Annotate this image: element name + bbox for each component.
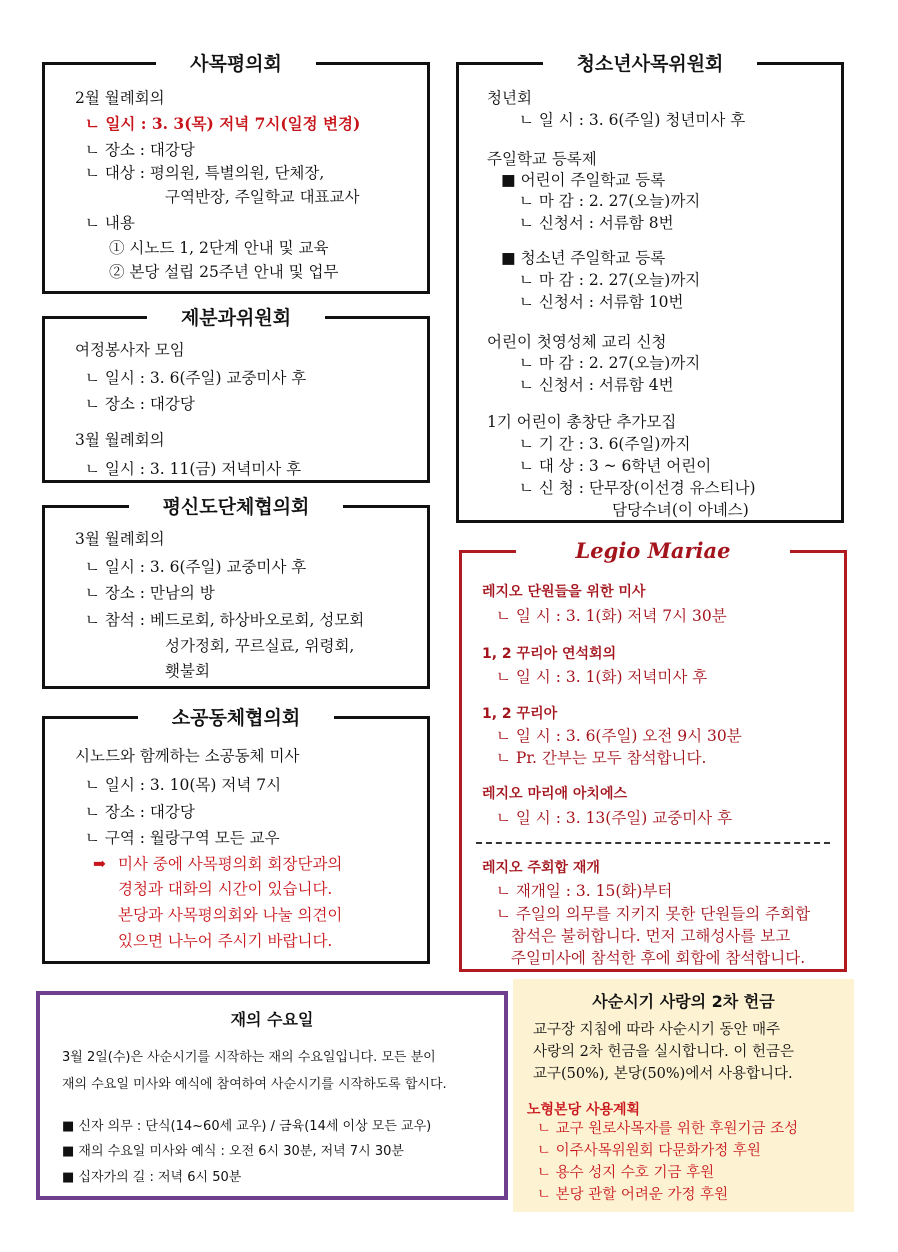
youth-line: ㄴ 마 감 : 2. 27(오늘)까지 [519,354,701,372]
youth-line: ㄴ 신 청 : 단무장(이선경 유스티나) [519,479,756,497]
pyeong-line: ㄴ 장소 : 만남의 방 [85,584,215,602]
pyeong-title: 평신도단체협의회 [129,496,344,518]
lent-item: ㄴ 용수 성지 수호 기금 후원 [537,1165,715,1181]
youth-line: ㄴ 기 간 : 3. 6(주일)까지 [519,435,691,453]
jebun-line: ㄴ 일시 : 3. 11(금) 저녁미사 후 [85,460,302,478]
youth-line: 청년회 [487,89,532,107]
pyeong-line: ㄴ 참석 : 베드로회, 하상바오로회, 성모회 [85,611,365,629]
lent-item: ㄴ 교구 원로사목자를 위한 후원기금 조성 [537,1121,799,1137]
samok-line: 구역반장, 주일학교 대표교사 [165,188,360,206]
legio-title: Legio Mariae [516,538,791,563]
youth-title: 청소년사목위원회 [543,53,758,75]
lent-line: 교구(50%), 본당(50%)에서 사용합니다. [533,1066,793,1082]
lent-line: 교구장 지침에 따라 사순시기 동안 매주 [533,1022,781,1038]
youth-line: 주일학교 등록제 [487,150,597,168]
samok-line: ㄴ 대상 : 평의원, 특별의원, 단체장, [85,164,325,182]
youth-line: ㄴ 일 시 : 3. 6(주일) 청년미사 후 [519,111,746,129]
legio-heading: 1, 2 꾸리아 연석회의 [482,646,617,662]
legio-box [459,538,847,972]
ash-line: 3월 2일(수)은 사순시기를 시작하는 재의 수요일입니다. 모든 분이 [62,1050,436,1065]
legio-line: ㄴ 일 시 : 3. 6(주일) 오전 9시 30분 [496,727,742,745]
samok-line: 2월 월례회의 [75,89,165,107]
samok-line: ① 시노드 1, 2단계 안내 및 교육 [109,239,329,257]
pyeong-line: 3월 월례회의 [75,530,165,548]
legio-line: ㄴ 일 시 : 3. 1(화) 저녁 7시 30분 [496,607,727,625]
lent-item: ㄴ 본당 관할 어려운 가정 후원 [537,1187,729,1203]
sogong-line: 경청과 대화의 시간이 있습니다. [118,880,333,898]
legio-divider [476,842,830,844]
youth-line: ㄴ 마 감 : 2. 27(오늘)까지 [519,271,701,289]
jebun-line: 여정봉사자 모임 [75,341,185,359]
youth-line: ㄴ 신청서 : 서류함 4번 [519,376,674,394]
youth-line: ■ 어린이 주일학교 등록 [501,171,666,189]
samok-line: ㄴ 내용 [85,214,135,232]
lent-line: 사랑의 2차 헌금을 실시합니다. 이 헌금은 [533,1044,794,1060]
pyeong-line: 횃불회 [165,662,210,680]
sogong-line: ㄴ 구역 : 월랑구역 모든 교우 [85,829,280,847]
samok-line: ② 본당 설립 25주년 안내 및 업무 [109,263,339,281]
legio-heading: 레지오 마리애 아치에스 [482,786,627,802]
samok-box [42,53,430,294]
ash-line: 재의 수요일 미사와 예식에 참여하여 사순시기를 시작하도록 합시다. [62,1077,447,1092]
youth-line: 어린이 첫영성체 교리 신청 [487,333,667,351]
youth-line: ㄴ 대 상 : 3 ~ 6학년 어린이 [519,457,712,475]
jebun-line: ㄴ 일시 : 3. 6(주일) 교중미사 후 [85,369,307,387]
ash-line: ■ 십자가의 길 : 저녁 6시 50분 [62,1170,242,1185]
youth-line: 담당수녀(이 아녜스) [612,501,749,519]
legio-line: ㄴ 재개일 : 3. 15(화)부터 [496,882,673,900]
youth-line: ㄴ 마 감 : 2. 27(오늘)까지 [519,192,701,210]
jebun-box [42,307,430,483]
youth-box [456,53,844,523]
sogong-line: 본당과 사목평의회와 나눌 의견이 [118,906,343,924]
legio-line: ㄴ Pr. 간부는 모두 참석합니다. [496,749,707,767]
lent-title: 사순시기 사랑의 2차 헌금 [592,992,775,1011]
sogong-line: ㄴ 장소 : 대강당 [85,803,195,821]
ash-title: 재의 수요일 [230,1010,314,1029]
pyeong-line: 성가정회, 꾸르실료, 위령회, [165,637,355,655]
pyeong-box [42,496,430,689]
sogong-line: ㄴ 일시 : 3. 10(목) 저녁 7시 [85,776,282,794]
jebun-line: ㄴ 장소 : 대강당 [85,395,195,413]
ash-box [36,991,508,1200]
youth-line: ㄴ 신청서 : 서류함 10번 [519,293,684,311]
sogong-line: 미사 중에 사목평의회 회장단과의 [118,855,343,873]
legio-line: ㄴ 일 시 : 3. 13(주일) 교중미사 후 [496,809,733,827]
ash-line: ■ 신자 의무 : 단식(14~60세 교우) / 금육(14세 이상 모든 교우) [62,1119,432,1134]
sogong-title: 소공동체협의회 [138,707,334,729]
ash-line: ■ 재의 수요일 미사와 예식 : 오전 6시 30분, 저녁 7시 30분 [62,1144,404,1159]
legio-line: ㄴ 주일의 의무를 지키지 못한 단원들의 주회합 [496,905,811,923]
legio-heading: 레지오 주회합 재개 [482,860,600,876]
legio-heading: 1, 2 꾸리아 [482,706,558,722]
samok-line: ㄴ 일시 : 3. 3(목) 저녁 7시(일정 변경) [85,114,361,133]
sogong-line: 시노드와 함께하는 소공동체 미사 [75,747,300,765]
jebun-line: 3월 월례회의 [75,431,165,449]
legio-heading: 레지오 단원들을 위한 미사 [482,584,646,600]
youth-line: 1기 어린이 총창단 추가모집 [487,413,677,431]
lent-box [513,979,854,1212]
samok-title: 사목평의회 [156,53,316,75]
arrow-right-icon: ➡ [93,855,106,873]
youth-line: ㄴ 신청서 : 서류함 8번 [519,214,674,232]
lent-item: ㄴ 이주사목위원회 다문화가정 후원 [537,1143,761,1159]
lent-heading: 노형본당 사용계획 [527,1102,641,1118]
legio-line: ㄴ 일 시 : 3. 1(화) 저녁미사 후 [496,668,708,686]
legio-line: 참석은 불허합니다. 먼저 고해성사를 보고 [511,927,791,945]
sogong-box [42,707,430,964]
jebun-title: 제분과위원회 [147,307,325,329]
youth-line: ■ 청소년 주일학교 등록 [501,249,666,267]
samok-line: ㄴ 장소 : 대강당 [85,141,195,159]
pyeong-line: ㄴ 일시 : 3. 6(주일) 교중미사 후 [85,558,307,576]
legio-line: 주일미사에 참석한 후에 회합에 참석합니다. [511,949,806,967]
sogong-line: 있으면 나누어 주시기 바랍니다. [118,932,333,950]
